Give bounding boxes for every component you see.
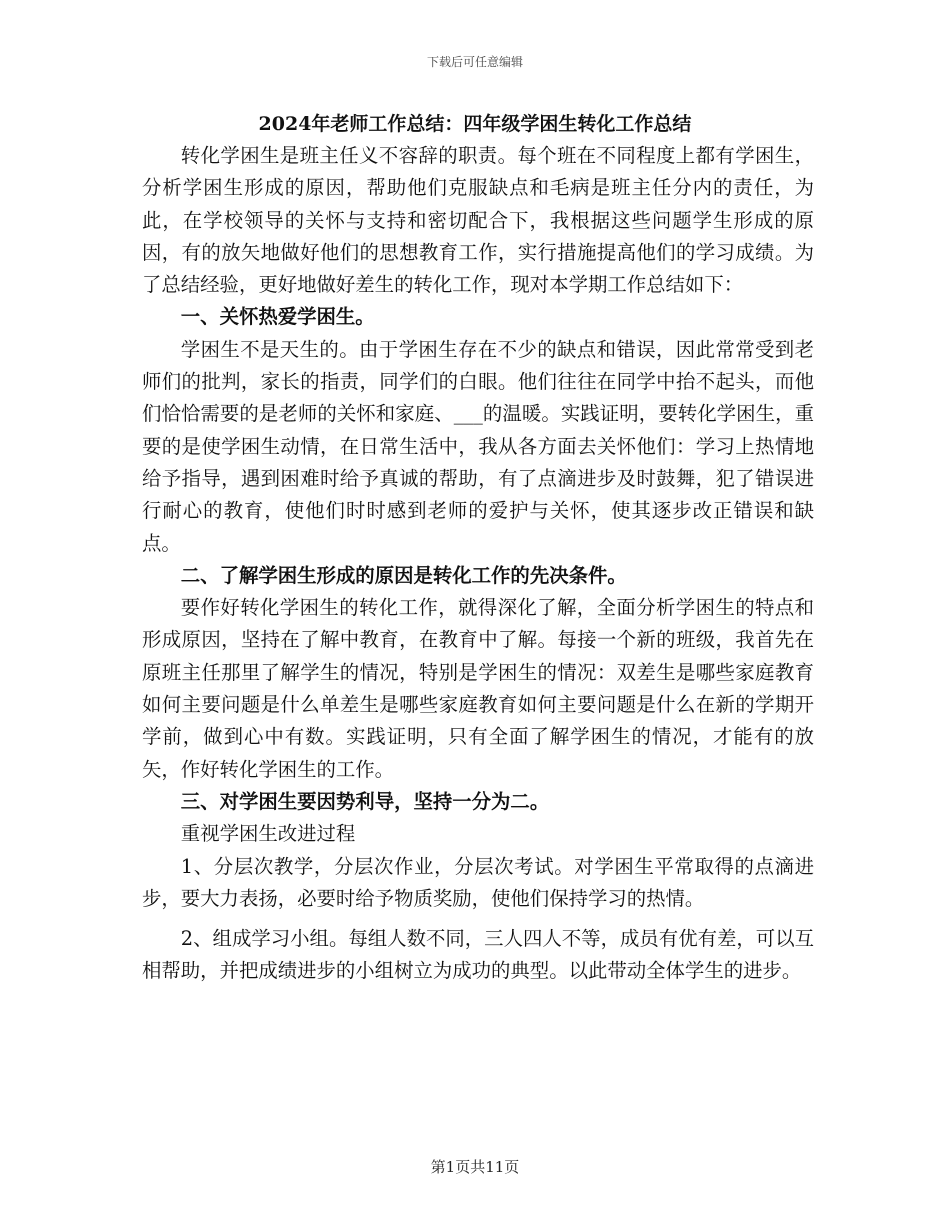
section-heading-3: 三、对学困生要因势利导，坚持一分为二。 xyxy=(180,789,550,813)
document-body xyxy=(142,140,814,988)
page-header-note: 下载后可任意编辑 xyxy=(426,55,523,69)
page-number-footer: 第1页共11页 xyxy=(430,1158,520,1176)
section-1-paragraph: 学困生不是天生的。由于学困生存在不少的缺点和错误，因此常常受到老师们的批判，家长的指责，同学们的白眼。他们往往在同学中抬不起头，而他们恰恰需要的是老师的关怀和家庭、___的温暖。实践证明，要转化学困生，重要的是使学困生动情，在日常生活中，我从各方面去关怀他们：学习上热情地给予指导，遇到困难时给予真诚的帮助，有了点滴进步及时鼓舞，犯了错误进行耐心的教育，使他们时时感到老师的爱护与关怀，使其逐步改正错误和缺点。 xyxy=(142,337,814,555)
section-heading-2: 二、了解学困生形成的原因是转化工作的先决条件。 xyxy=(180,563,627,587)
section-3-subheading: 重视学困生改进过程 xyxy=(180,822,356,846)
section-2-paragraph: 要作好转化学困生的转化工作，就得深化了解，全面分析学困生的特点和形成原因，坚持在了解中教育，在教育中了解。每接一个新的班级，我首先在原班主任那里了解学生的情况，特别是学困生的情况：双差生是哪些家庭教育如何主要问题是什么单差生是哪些家庭教育如何主要问题是什么在新的学期开学前，做到心中有数。实践证明，只有全面了解学困生的情况，才能有的放矢，作好转化学困生的工作。 xyxy=(142,596,814,781)
intro-paragraph: 转化学困生是班主任义不容辞的职责。每个班在不同程度上都有学困生，分析学困生形成的原因，帮助他们克服缺点和毛病是班主任分内的责任，为此，在学校领导的关怀与支持和密切配合下，我根据这些问题学生形成的原因，有的放矢地做好他们的思想教育工作，实行措施提高他们的学习成绩。为了总结经验，更好地做好差生的转化工作，现对本学期工作总结如下： xyxy=(142,144,814,297)
list-item-1: 1、分层次教学，分层次作业，分层次考试。对学困生平常取得的点滴进步，要大力表扬，必要时给予物质奖励，使他们保持学习的热情。 xyxy=(142,854,814,910)
document-title: 2024年老师工作总结：四年级学困生转化工作总结 xyxy=(258,113,692,135)
list-item-2: 2、组成学习小组。每组人数不同，三人四人不等，成员有优有差，可以互相帮助，并把成绩进步的小组树立为成功的典型。以此带动全体学生的进步。 xyxy=(142,927,814,983)
section-heading-1: 一、关怀热爱学困生。 xyxy=(180,305,375,329)
